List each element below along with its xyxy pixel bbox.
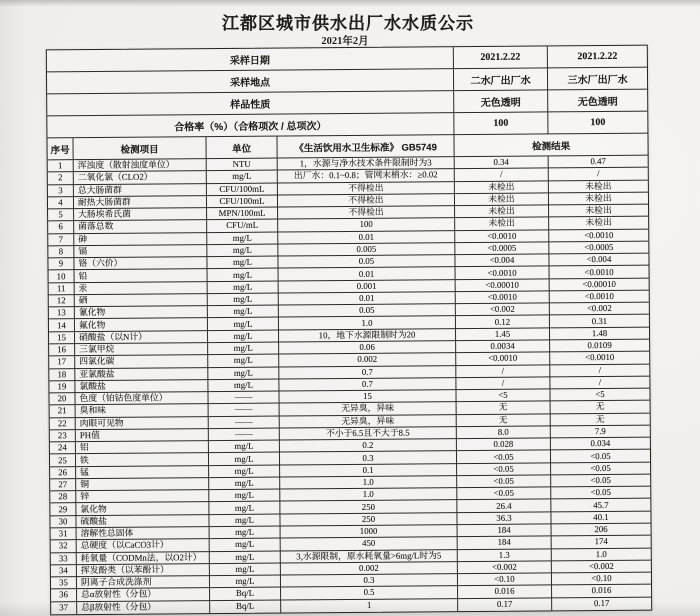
unit: —— bbox=[209, 416, 280, 429]
unit: mg/L bbox=[210, 563, 281, 576]
sample-location-plant3: 三水厂出厂水 bbox=[548, 68, 647, 91]
row-index: 23 bbox=[50, 430, 76, 442]
result-plant3: <0.05 bbox=[551, 450, 650, 463]
result-plant2: 无 bbox=[457, 402, 551, 415]
result-plant2: 1.45 bbox=[456, 328, 550, 341]
unit: CFU/100mL bbox=[207, 183, 278, 196]
unit: mg/L bbox=[209, 477, 280, 490]
row-index: 29 bbox=[50, 504, 76, 516]
standard-value: 10，地下水源限制时为20 bbox=[279, 329, 456, 343]
unit: NTU bbox=[207, 159, 278, 172]
standard-value: 不得检出 bbox=[278, 194, 455, 208]
result-plant2: <0.00010 bbox=[456, 279, 550, 292]
standard-value: 1.0 bbox=[280, 488, 457, 502]
result-plant2: <5 bbox=[456, 389, 550, 402]
row-index: 19 bbox=[49, 381, 75, 393]
item-name: 铝 bbox=[76, 441, 209, 454]
result-plant2: <0.0010 bbox=[456, 267, 550, 280]
result-plant2: 184 bbox=[458, 524, 552, 537]
item-name: 铅 bbox=[75, 269, 208, 282]
unit: MPN/100mL bbox=[207, 208, 278, 221]
result-plant2: <0.05 bbox=[457, 475, 551, 488]
row-index: 17 bbox=[49, 356, 75, 368]
row-index: 3 bbox=[48, 185, 74, 197]
unit: mg/L bbox=[208, 379, 279, 392]
unit: mg/L bbox=[209, 490, 280, 503]
standard-value: 1，水源与净水技术条件限制时为3 bbox=[278, 157, 455, 171]
result-plant3: 0.0109 bbox=[550, 340, 649, 353]
unit: mg/L bbox=[207, 232, 278, 245]
item-name: 菌落总数 bbox=[74, 220, 207, 233]
item-name: 挥发酚类（以苯酚计） bbox=[77, 564, 210, 577]
result-plant3: 0.47 bbox=[549, 156, 648, 169]
row-index: 4 bbox=[48, 197, 74, 209]
item-name: 铬（六价） bbox=[74, 257, 207, 270]
page-title: 江都区城市供水出厂水水质公示 bbox=[222, 14, 474, 33]
standard-value: 0.5 bbox=[281, 586, 458, 600]
unit: Bq/L bbox=[210, 588, 281, 601]
result-plant2: <0.002 bbox=[458, 561, 552, 574]
result-plant2: 0.016 bbox=[458, 586, 552, 599]
item-name: 总大肠菌群 bbox=[74, 184, 207, 197]
result-plant2: 0.028 bbox=[457, 439, 551, 452]
row-index: 20 bbox=[49, 393, 75, 405]
standard-value: 0.3 bbox=[280, 452, 457, 466]
result-plant2: 0.0034 bbox=[456, 340, 550, 353]
unit: mg/L bbox=[208, 343, 279, 356]
col-header-item: 检测项目 bbox=[73, 137, 206, 160]
standard-value: 0.002 bbox=[279, 353, 456, 367]
result-plant2: <0.002 bbox=[456, 304, 550, 317]
row-index: 11 bbox=[49, 283, 75, 295]
standard-value: 0.01 bbox=[279, 292, 456, 306]
result-plant3: 174 bbox=[552, 536, 651, 549]
result-plant3: 未检出 bbox=[549, 180, 648, 193]
row-index: 16 bbox=[49, 344, 75, 356]
result-plant3: 1.0 bbox=[552, 548, 651, 561]
item-name: 三氯甲烷 bbox=[75, 343, 208, 356]
result-plant3: / bbox=[550, 364, 649, 377]
unit: mg/L bbox=[209, 453, 280, 466]
unit: mg/L bbox=[210, 576, 281, 589]
standard-value: 0.3 bbox=[281, 574, 458, 588]
unit: mg/L bbox=[208, 306, 279, 319]
col-header-results: 检测结果 bbox=[454, 134, 647, 158]
standard-value: 1000 bbox=[281, 525, 458, 539]
unit: Bq/L bbox=[210, 600, 281, 613]
result-plant3: 无 bbox=[551, 401, 650, 414]
result-plant2: 未检出 bbox=[455, 218, 549, 231]
unit: mg/L bbox=[210, 551, 281, 564]
standard-value: 0.06 bbox=[279, 341, 456, 355]
row-index: 2 bbox=[48, 172, 74, 184]
item-name: 溶解性总固体 bbox=[77, 527, 210, 540]
unit: mg/L bbox=[208, 269, 279, 282]
sample-date-plant2: 2021.2.22 bbox=[454, 46, 548, 69]
item-name: 总α放射性（分包） bbox=[77, 588, 210, 601]
row-index: 31 bbox=[51, 528, 77, 540]
unit: mg/L bbox=[208, 281, 279, 294]
result-plant3: <0.05 bbox=[551, 462, 650, 475]
result-plant2: / bbox=[455, 169, 549, 182]
row-index: 15 bbox=[49, 332, 75, 344]
row-index: 14 bbox=[49, 320, 75, 332]
result-plant3: <0.0010 bbox=[550, 291, 649, 304]
data-rows bbox=[48, 156, 652, 615]
item-name: 氯化物 bbox=[76, 503, 209, 516]
result-plant3: 未检出 bbox=[549, 217, 648, 230]
item-name: 总β放射性（分包） bbox=[77, 601, 210, 614]
result-plant2: <0.05 bbox=[457, 488, 551, 501]
result-plant2: 无 bbox=[457, 414, 551, 427]
result-plant3: <0.0010 bbox=[550, 266, 649, 279]
row-index: 9 bbox=[48, 258, 74, 270]
result-plant3: 0.31 bbox=[550, 315, 649, 328]
standard-value: 0.01 bbox=[279, 268, 456, 282]
result-plant3: 40.1 bbox=[551, 511, 650, 524]
item-name: 臭和味 bbox=[76, 404, 209, 417]
result-plant2: 0.34 bbox=[455, 156, 549, 169]
standard-value: 0.05 bbox=[278, 255, 455, 269]
unit: mg/L bbox=[207, 171, 278, 184]
row-index: 30 bbox=[50, 516, 76, 528]
item-name: 二氧化氯（CLO2） bbox=[74, 171, 207, 184]
standard-value: 1 bbox=[281, 599, 458, 613]
row-index: 7 bbox=[48, 234, 74, 246]
unit: mg/L bbox=[208, 367, 279, 380]
row-index: 33 bbox=[51, 553, 77, 565]
result-plant2: 36.3 bbox=[457, 512, 551, 525]
standard-value: 不得检出 bbox=[278, 206, 455, 220]
row-index: 21 bbox=[50, 405, 76, 417]
result-plant2: <0.05 bbox=[457, 463, 551, 476]
result-plant3: <0.0010 bbox=[549, 229, 648, 242]
result-plant3: 0.016 bbox=[552, 585, 651, 598]
unit: mg/L bbox=[208, 318, 279, 331]
standard-value: 1.0 bbox=[280, 476, 457, 490]
standard-value: 0.7 bbox=[279, 378, 456, 392]
sample-nature-plant3: 无色透明 bbox=[548, 90, 647, 113]
result-plant3: 0.17 bbox=[593, 598, 610, 609]
row-index: 35 bbox=[51, 577, 77, 589]
item-name: 锌 bbox=[76, 490, 209, 503]
result-plant2: / bbox=[456, 377, 550, 390]
result-plant2: <0.0010 bbox=[456, 291, 550, 304]
result-plant2: 0.12 bbox=[456, 316, 550, 329]
standard-value: 1.0 bbox=[279, 317, 456, 331]
row-index: 18 bbox=[49, 369, 75, 381]
unit: mg/L bbox=[209, 514, 280, 527]
unit: mg/L bbox=[209, 441, 280, 454]
item-name: 色度（铂钴色度单位） bbox=[75, 392, 208, 405]
row-index: 25 bbox=[50, 455, 76, 467]
standard-value: 0.1 bbox=[280, 464, 457, 478]
standard-value: 0.002 bbox=[281, 562, 458, 576]
result-plant2: 未检出 bbox=[455, 205, 549, 218]
item-name: 浑浊度（散射浊度单位） bbox=[74, 159, 207, 172]
result-plant2: 26.4 bbox=[457, 500, 551, 513]
row-index: 24 bbox=[50, 442, 76, 454]
unit: mg/L bbox=[209, 502, 280, 515]
result-plant3: <0.0010 bbox=[550, 352, 649, 365]
unit: mg/L bbox=[209, 465, 280, 478]
result-plant2: <0.10 bbox=[458, 573, 552, 586]
unit: —— bbox=[209, 404, 280, 417]
result-plant2: 未检出 bbox=[455, 181, 549, 194]
result-plant2: <0.004 bbox=[455, 255, 549, 268]
result-plant3: <0.00010 bbox=[550, 278, 649, 291]
row-index: 34 bbox=[51, 565, 77, 577]
sample-location-plant2: 二水厂出厂水 bbox=[454, 68, 548, 91]
row-index: 5 bbox=[48, 209, 74, 221]
result-plant3: <0.002 bbox=[552, 560, 651, 573]
standard-value: 450 bbox=[281, 537, 458, 551]
page-subtitle: 2021年2月 bbox=[321, 36, 369, 47]
unit: —— bbox=[209, 428, 280, 441]
unit: mg/L bbox=[207, 244, 278, 257]
sample-date-plant3: 2021.2.22 bbox=[548, 46, 647, 69]
pass-rate-label: 合格率（%）（合格项次 / 总项次） bbox=[47, 113, 454, 138]
sample-date-label: 采样日期 bbox=[47, 47, 454, 72]
item-name: 硫酸盐 bbox=[76, 515, 209, 528]
standard-value: 0.2 bbox=[280, 439, 457, 453]
item-name: 大肠埃希氏菌 bbox=[74, 208, 207, 221]
row-index: 37 bbox=[51, 602, 77, 614]
item-name: 耗氧量（CODMn法，以O2计） bbox=[77, 552, 210, 565]
row-index: 36 bbox=[51, 589, 77, 601]
standard-value: 0.001 bbox=[279, 280, 456, 294]
unit: CFU/mL bbox=[207, 220, 278, 233]
result-plant2: 184 bbox=[458, 537, 552, 550]
standard-value: 0.7 bbox=[279, 366, 456, 380]
item-name: 四氯化碳 bbox=[75, 355, 208, 368]
row-index: 10 bbox=[49, 271, 75, 283]
standard-value: 3,水源限制，原水耗氧量>6mg/L时为5 bbox=[281, 550, 458, 564]
unit: CFU/100mL bbox=[207, 195, 278, 208]
result-plant3: 1.48 bbox=[550, 327, 649, 340]
result-plant2: 0.17 bbox=[458, 598, 552, 611]
result-plant3: <0.002 bbox=[550, 303, 649, 316]
item-name: 氯酸盐 bbox=[75, 380, 208, 393]
result-plant3: / bbox=[549, 168, 648, 181]
item-name: PH值 bbox=[76, 429, 209, 442]
result-plant3: 未检出 bbox=[549, 192, 648, 205]
unit: mg/L bbox=[210, 539, 281, 552]
result-plant3: 未检出 bbox=[549, 205, 648, 218]
col-header-index: 序号 bbox=[47, 138, 73, 160]
sample-location-label: 采样地点 bbox=[47, 69, 454, 94]
result-plant3: 无 bbox=[551, 413, 650, 426]
standard-value: 15 bbox=[279, 390, 456, 404]
standard-value: 无异臭，异味 bbox=[280, 402, 457, 416]
col-header-standard: 《生活饮用水卫生标准》 GB5749 bbox=[277, 135, 454, 158]
item-name: 铁 bbox=[76, 453, 209, 466]
result-plant2: <0.0005 bbox=[455, 242, 549, 255]
result-plant3: <0.05 bbox=[551, 475, 650, 488]
result-plant3: 0.034 bbox=[551, 438, 650, 451]
item-name: 亚氯酸盐 bbox=[75, 368, 208, 381]
result-plant2: 8.0 bbox=[457, 426, 551, 439]
sample-nature-label: 样品性质 bbox=[47, 91, 454, 116]
standard-value: 0.05 bbox=[279, 304, 456, 318]
item-name: 砷 bbox=[74, 233, 207, 246]
standard-value: 出厂水：0.1~0.8；管网末梢水：≥0.02 bbox=[278, 169, 455, 183]
result-plant3: 206 bbox=[552, 524, 651, 537]
unit: mg/L bbox=[207, 257, 278, 270]
item-name: 汞 bbox=[75, 282, 208, 295]
row-index: 12 bbox=[49, 295, 75, 307]
item-name: 氟化物 bbox=[75, 319, 208, 332]
standard-value: 250 bbox=[280, 513, 457, 527]
standard-value: 无异臭，异味 bbox=[280, 415, 457, 429]
result-plant2: <0.05 bbox=[457, 451, 551, 464]
standard-value: 不得检出 bbox=[278, 182, 455, 196]
item-name: 氰化物 bbox=[75, 306, 208, 319]
item-name: 阴离子合成洗涤剂 bbox=[77, 576, 210, 589]
row-index: 26 bbox=[50, 467, 76, 479]
unit: —— bbox=[208, 392, 279, 405]
result-plant3: <5 bbox=[550, 389, 649, 402]
result-plant3: 45.7 bbox=[551, 499, 650, 512]
standard-value: 0.01 bbox=[278, 231, 455, 245]
result-plant3: / bbox=[550, 376, 649, 389]
result-plant2: <0.0010 bbox=[456, 353, 550, 366]
item-name: 总硬度（以CaCO3计） bbox=[77, 539, 210, 552]
sample-nature-plant2: 无色透明 bbox=[454, 90, 548, 113]
standard-value: 250 bbox=[280, 501, 457, 515]
row-index: 22 bbox=[50, 418, 76, 430]
row-index: 32 bbox=[51, 540, 77, 552]
result-plant2: 未检出 bbox=[455, 193, 549, 206]
pass-rate-plant3: 100 bbox=[548, 112, 647, 135]
item-name: 铜 bbox=[76, 478, 209, 491]
row-index: 27 bbox=[50, 479, 76, 491]
row-index: 6 bbox=[48, 221, 74, 233]
unit: mg/L bbox=[208, 330, 279, 343]
unit: mg/L bbox=[210, 527, 281, 540]
standard-value: 100 bbox=[278, 218, 455, 232]
result-plant2: <0.0010 bbox=[455, 230, 549, 243]
standard-value: 0.005 bbox=[278, 243, 455, 257]
item-name: 耐热大肠菌群 bbox=[74, 196, 207, 209]
result-plant3: <0.004 bbox=[549, 254, 648, 267]
row-index: 8 bbox=[48, 246, 74, 258]
item-name: 肉眼可见物 bbox=[76, 417, 209, 430]
col-header-unit: 单位 bbox=[206, 137, 277, 160]
result-plant3: <0.0005 bbox=[549, 242, 648, 255]
item-name: 锰 bbox=[76, 466, 209, 479]
row-index: 1 bbox=[48, 160, 74, 172]
row-index: 28 bbox=[50, 491, 76, 503]
result-plant2: / bbox=[456, 365, 550, 378]
unit: mg/L bbox=[208, 293, 279, 306]
unit: mg/L bbox=[208, 355, 279, 368]
item-name: 硝酸盐（以N计） bbox=[75, 331, 208, 344]
item-name: 硒 bbox=[75, 294, 208, 307]
water-quality-table bbox=[46, 45, 652, 616]
result-plant2: 1.3 bbox=[458, 549, 552, 562]
result-plant3: <0.05 bbox=[551, 487, 650, 500]
row-index: 13 bbox=[49, 307, 75, 319]
standard-value: 不小于6.5且不大于8.5 bbox=[280, 427, 457, 441]
result-plant3: 7.9 bbox=[551, 425, 650, 438]
item-name: 镉 bbox=[74, 245, 207, 258]
pass-rate-plant2: 100 bbox=[454, 112, 548, 135]
result-plant3: <0.10 bbox=[552, 573, 651, 586]
